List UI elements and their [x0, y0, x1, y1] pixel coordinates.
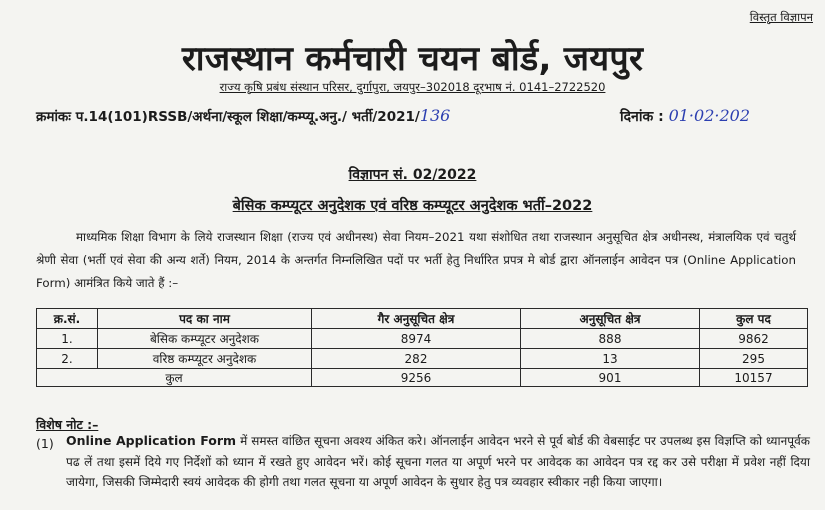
- date-handwritten: 01·02·202: [668, 106, 750, 125]
- table-total-row: [37, 369, 808, 387]
- cell-grand-total: 10157: [700, 369, 808, 387]
- special-note-heading: विशेष नोट :–: [36, 417, 99, 432]
- header-post-name: पद का नाम: [98, 309, 312, 329]
- table-header-row: [37, 309, 808, 329]
- cell-post-name: बेसिक कम्प्यूटर अनुदेशक: [98, 329, 312, 349]
- cell-serial: 1.: [37, 329, 98, 349]
- note-item-strong: Online Application Form: [66, 433, 237, 448]
- cell-total-non-scheduled: 9256: [312, 369, 521, 387]
- date-label: दिनांक :: [620, 109, 664, 125]
- cell-total-label: कुल: [37, 369, 312, 387]
- header-scheduled-area: अनुसूचित क्षेत्र: [521, 309, 700, 329]
- detailed-advertisement-label: विस्तृत विज्ञापन: [749, 10, 813, 24]
- advertisement-number: विज्ञापन सं. 02/2022: [348, 167, 477, 183]
- cell-total: 295: [700, 349, 808, 369]
- advertisement-subject: बेसिक कम्प्यूटर अनुदेशक एवं वरिष्ठ कम्प्यूटर अनुदेशक भर्ती–2022: [232, 198, 593, 214]
- cell-total: 9862: [700, 329, 808, 349]
- note-item-text: [66, 431, 810, 493]
- header-non-scheduled-area: गैर अनुसूचित क्षेत्र: [312, 309, 521, 329]
- issue-date: [620, 106, 750, 126]
- introduction-paragraph: माध्यमिक शिक्षा विभाग के लिये राजस्थान शिक्षा (राज्य एवं अधीनस्थ) सेवा नियम–2021 यथा संशोधित तथा राजस्थान अनुसूचित क्षेत्र अधीनस्थ, मंत्रालयिक एवं चतुर्थ श्रेणी सेवा (भर्ती एवं सेवा की अन्य शर्ते) नियम, 2014 के अन्तर्गत निम्नलिखित पदों पर भर्ती हेतु निर्धारित प्रपत्र मे बोर्ड द्वारा ऑनलाईन आवेदन पत्र (Online Application Form) आमंत्रित किये जाते हैं :–: [36, 230, 796, 290]
- cell-total-scheduled: 901: [521, 369, 700, 387]
- cell-scheduled: 13: [521, 349, 700, 369]
- reference-label: क्रमांकः: [36, 109, 72, 125]
- cell-post-name: वरिष्ठ कम्प्यूटर अनुदेशक: [98, 349, 312, 369]
- table-row: [37, 329, 808, 349]
- reference-number: [36, 106, 450, 125]
- truncated-next-line: [36, 500, 808, 510]
- organization-address: राज्य कृषि प्रबंध संस्थान परिसर, दुर्गापुरा, जयपुर–302018 दूरभाष नं. 0141–2722520: [219, 80, 606, 94]
- header-serial: क्र.सं.: [37, 309, 98, 329]
- note-item-number: (1): [36, 436, 54, 451]
- cell-non-scheduled: 8974: [312, 329, 521, 349]
- reference-text: प.14(101)RSSB/अर्थना/स्कूल शिक्षा/कम्प्यू.अनु./ भर्ती/2021/: [75, 109, 420, 125]
- header-total-posts: कुल पद: [700, 309, 808, 329]
- cell-scheduled: 888: [521, 329, 700, 349]
- cell-non-scheduled: 282: [312, 349, 521, 369]
- table-row: [37, 349, 808, 369]
- note-item-body: में समस्त वांछित सूचना अवश्य अंकित करे। ऑनलाईन आवेदन भरने से पूर्व बोर्ड की वेबसाईट पर उपलब्ध इस विज्ञप्ति को ध्यानपूर्वक पढ लें तथा इसमें दिये गए निर्देशों को ध्यान में रखते हुए आवेदन भरें। कोई सूचना गलत या अपूर्ण भरने पर आवेदक का आवेदन पत्र रद्द कर उसे परीक्षा में प्रवेश नहीं दिया जायेगा, जिसकी जिम्मेदारी स्वयं आवेदक की होगी तथा गलत सूचना या अपूर्ण आवेदन के सुधार हेतु पत्र व्यवहार स्वीकार नही किया जाएगा।: [66, 434, 810, 489]
- posts-table: [36, 308, 808, 387]
- organization-title: राजस्थान कर्मचारी चयन बोर्ड, जयपुर: [181, 39, 644, 79]
- cell-serial: 2.: [37, 349, 98, 369]
- reference-handwritten-number: 136: [419, 106, 451, 125]
